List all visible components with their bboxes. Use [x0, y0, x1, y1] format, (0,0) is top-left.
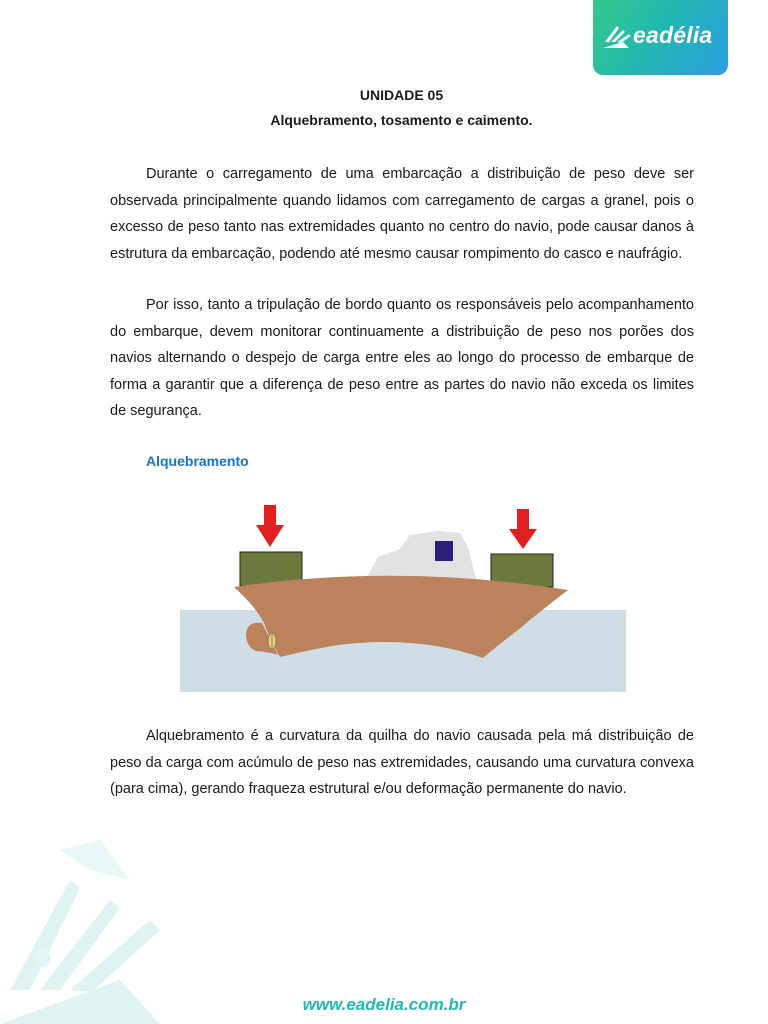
unit-title: UNIDADE 05 [359, 87, 444, 103]
monitoring-paragraph: Por isso, tanto a tripulação de bordo quanto os responsáveis pelo acompanhamento do embarque, devem monitorar continuamente a distribuição de peso nos porões dos navios alternando o despejo de carga entre eles ao longo do processo de embarque de forma a garantir que a diferença de peso entre as partes do navio não exceda os limites de segurança. [110, 297, 694, 419]
definition-paragraph: Alquebramento é a curvatura da quilha do navio causada pela má distribuição de peso da carga com acúmulo de peso nas extremidades, causando uma curvatura convexa (para cima), gerando fraqueza estrutural e/ou deformação permanente do navio. [110, 728, 694, 797]
down-arrow-icon [509, 509, 537, 549]
brand-logo [593, 0, 728, 75]
page-subtitle: Alquebramento, tosamento e caimento. [270, 112, 533, 128]
down-arrow-icon [256, 505, 284, 547]
superstructure [366, 531, 476, 579]
hogging-ship-figure [178, 495, 628, 695]
footer-url[interactable]: www.eadelia.com.br [302, 995, 466, 1014]
section-heading: Alquebramento [146, 453, 249, 469]
propeller-icon [268, 633, 276, 649]
cabin-window-icon [435, 541, 453, 561]
brand-name: eadélia [633, 22, 713, 48]
intro-paragraph: Durante o carregamento de uma embarcação a distribuição de peso deve ser observada principalmente quando lidamos com carregamento de cargas a granel, pois o excesso de peso tanto nas extremidades quanto no centro do navio, pode causar danos à estrutura da embarcação, podendo até mesmo causar rompimento do casco e naufrágio. [110, 166, 694, 262]
